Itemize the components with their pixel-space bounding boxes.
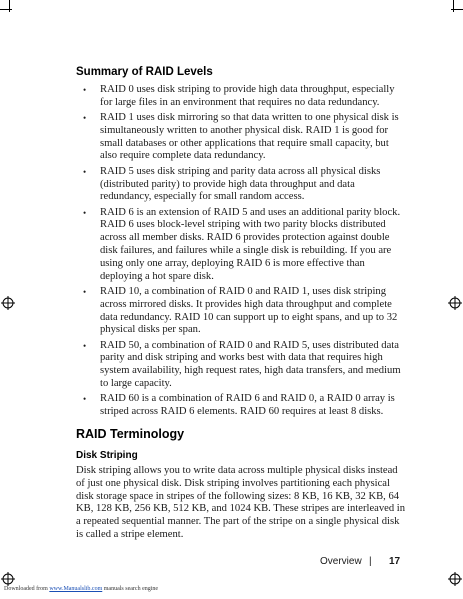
registration-mark-right-icon — [448, 296, 462, 310]
bullet-icon: • — [83, 286, 87, 297]
page-content — [76, 66, 406, 542]
bullet-icon: • — [83, 166, 87, 177]
list-item-text: RAID 50, a combination of RAID 0 and RAID 5, uses distributed data parity and disk striping and works best with data that requires high system availability, high request rates, high data transfers, and medium to large capacity. — [100, 339, 401, 390]
list-item — [76, 166, 406, 204]
footer-section-name: Overview — [320, 556, 362, 567]
list-item — [76, 84, 406, 110]
disk-striping-paragraph: Disk striping allows you to write data across multiple physical disks instead of just one physical disk. Disk striping involves partitioning each physical disk storage space in stripes of the following sizes: 8 KB, 16 KB, 32 KB, 64 KB, 128 KB, 256 KB, 512 KB, and 1024 KB. These stripes are interleaved in a repeated sequential manner. The part of the stripe on a single physical disk is called a stripe element. — [76, 464, 406, 540]
bullet-icon: • — [83, 394, 87, 405]
crop-mark-top-left-h — [0, 9, 12, 10]
bullet-icon: • — [83, 85, 87, 95]
list-item — [76, 340, 406, 391]
list-item-text: RAID 0 uses disk striping to provide high data throughput, especially for large files in an environment that requires no data redundancy. — [100, 84, 395, 108]
crop-mark-top-right-v — [453, 0, 454, 12]
registration-mark-bottom-left-icon — [1, 572, 15, 586]
source-link[interactable]: www.Manualslib.com — [49, 586, 103, 592]
section-heading-terminology: RAID Terminology — [76, 426, 185, 441]
source-suffix: manuals search engine — [102, 586, 159, 592]
registration-mark-bottom-right-icon — [448, 572, 462, 586]
footer-separator: | — [369, 556, 372, 567]
list-item-text: RAID 6 is an extension of RAID 5 and uses an additional parity block. RAID 6 uses block-level striping with two parity blocks distributed across all member disks. RAID 6 provides protection against double disk failures, and failures while a single disk is rebuilding. If you are using only one array, deploying RAID 6 is more effective than deploying a hot spare disk. — [100, 206, 401, 282]
list-item-text: RAID 10, a combination of RAID 0 and RAID 1, uses disk striping across mirrored disks. It provides high data throughput and complete data redundancy. RAID 10 can support up to eight spans, and up to 32 physical disks per span. — [100, 285, 398, 336]
crop-mark-top-left-v — [9, 0, 10, 12]
list-item — [76, 112, 406, 163]
list-item-text: RAID 5 uses disk striping and parity data across all physical disks (distributed parity) to provide high data throughput and data redundancy, especially for small random access. — [100, 165, 381, 203]
list-item-text: RAID 1 uses disk mirroring so that data written to one physical disk is simultaneously written to another physical disk. RAID 1 is good for small databases or other applications that require small capacity, but also require complete data redundancy. — [100, 112, 399, 162]
list-item — [76, 393, 406, 419]
page-number: 17 — [389, 556, 401, 567]
source-prefix: Downloaded from — [4, 586, 50, 592]
bullet-icon: • — [83, 207, 87, 218]
registration-mark-left-icon — [1, 296, 15, 310]
list-item-text: RAID 60 is a combination of RAID 6 and RAID 0, a RAID 0 array is striped across RAID 6 elements. RAID 60 requires at least 8 disks. — [100, 393, 395, 418]
raid-levels-list — [76, 84, 406, 419]
list-item — [76, 286, 406, 337]
page-footer — [320, 556, 406, 570]
bullet-icon: • — [83, 113, 87, 124]
section-heading-summary: Summary of RAID Levels — [76, 66, 213, 78]
subheading-disk-striping: Disk Striping — [76, 449, 138, 461]
source-line — [4, 586, 158, 592]
bullet-icon: • — [83, 340, 87, 351]
list-item — [76, 207, 406, 284]
